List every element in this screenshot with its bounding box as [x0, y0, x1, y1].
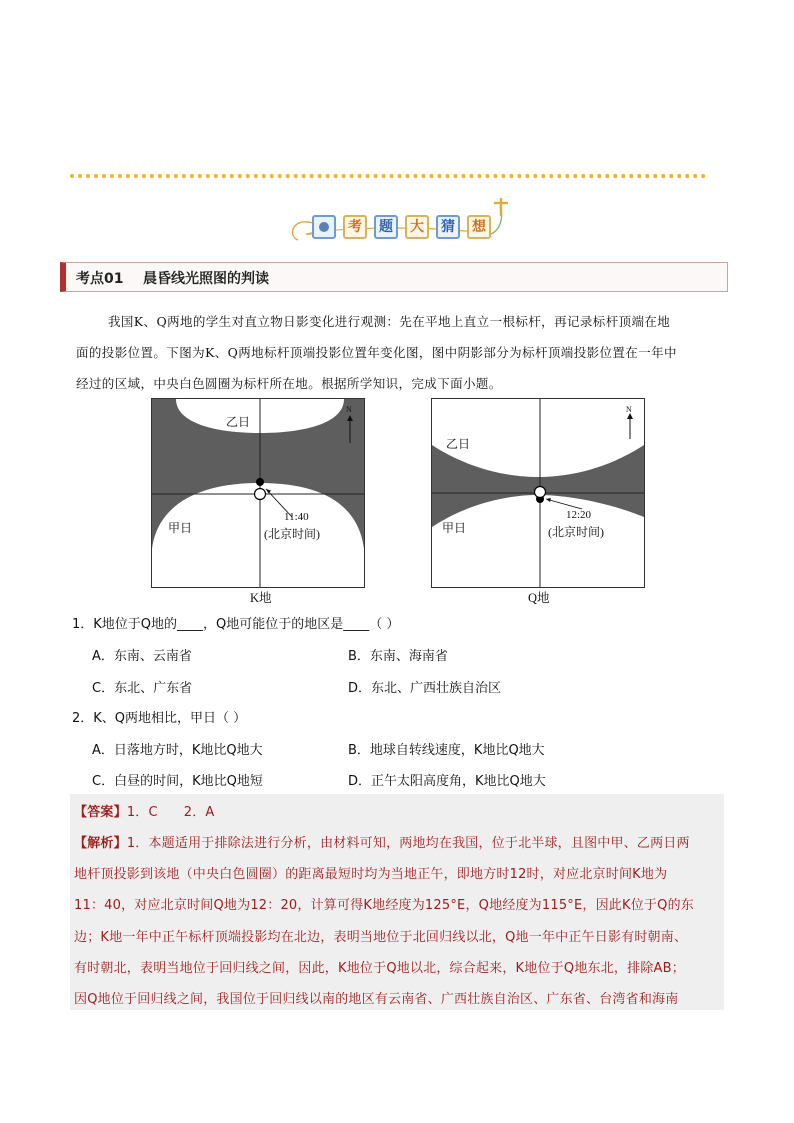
- figure-q-graphic: [432, 399, 644, 587]
- question-2-option-c[interactable]: C．白昼的时间，K地比Q地短: [92, 774, 263, 789]
- intro-line-2: 面的投影位置。下图为K、Q两地标杆顶端投影位置年变化图，图中阴影部分为标杆顶端投影位置在一年中: [76, 345, 677, 360]
- intro-line-3: 经过的区域，中央白色圆圈为标杆所在地。根据所学知识，完成下面小题。: [76, 376, 502, 391]
- banner-char-xiang: 想: [467, 215, 491, 239]
- banner-dot-icon: [312, 215, 336, 239]
- banner-char-da: 大: [405, 215, 429, 239]
- answer-line: [74, 801, 215, 820]
- question-1-stem: 1．K地位于Q地的____，Q地可能位于的地区是____（ ）: [72, 617, 400, 632]
- analysis-text-1: 1．本题适用于排除法进行分析，由材料可知，两地均在我国，位于北半球，且图中甲、乙两日两: [126, 836, 690, 851]
- question-1-option-a[interactable]: A．东南、云南省: [92, 649, 192, 664]
- figure-k-jia-label: 甲日: [168, 521, 193, 535]
- figure-k-yi-label: 乙日: [226, 415, 251, 429]
- figure-q-yi-label: 乙日: [446, 437, 471, 451]
- question-2-option-b[interactable]: B．地球自转线速度，K地比Q地大: [348, 743, 545, 758]
- figure-k-north-label: N: [346, 405, 352, 414]
- dotted-divider: [70, 174, 706, 178]
- analysis-line-2: 地杆顶投影到该地（中央白色圆圈）的距离最短时均为当地正午，即地方时12时，对应北京时间K地为: [74, 867, 668, 882]
- answer-label: 【答案】: [74, 805, 127, 820]
- analysis-line-6: 因Q地位于回归线之间，我国位于回归线以南的地区有云南省、广西壮族自治区、广东省、台湾省和海南: [74, 992, 679, 1007]
- figure-q-time-note: (北京时间): [548, 525, 604, 539]
- figure-k-graphic: [152, 399, 364, 587]
- question-2-option-a[interactable]: A．日落地方时，K地比Q地大: [92, 743, 263, 758]
- intro-line-1: 我国K、Q两地的学生对直立物日影变化进行观测：先在平地上直立一根标杆，再记录标杆顶端在地: [108, 314, 671, 329]
- answer-text: 1．C 2．A: [126, 805, 215, 820]
- banner-char-cai: 猜: [436, 215, 460, 239]
- analysis-line-5: 有时朝北，表明当地位于回归线之间，因此，K地位于Q地以北，综合起来，K地位于Q地东北，排除AB；: [74, 961, 685, 976]
- analysis-label: 【解析】: [74, 836, 127, 851]
- question-2-option-d[interactable]: D．正午太阳高度角，K地比Q地大: [348, 774, 546, 789]
- figure-q-time: 12:20: [566, 509, 592, 521]
- analysis-line-3: 11：40，对应北京时间Q地为12：20，计算可得K地经度为125°E，Q地经度为115°E，因此K位于Q的东: [74, 898, 694, 913]
- analysis-line-1: [74, 832, 690, 851]
- question-1-option-c[interactable]: C．东北、广东省: [92, 681, 193, 696]
- figure-q-caption: Q地: [528, 591, 550, 605]
- banner-char-kao: 考: [343, 215, 367, 239]
- figure-k-time: 11:40: [284, 511, 309, 523]
- question-1-option-b[interactable]: B．东南、海南省: [348, 649, 448, 664]
- figure-q-north-label: N: [626, 405, 632, 414]
- section-title: 考点01 晨昏线光照图的判读: [76, 271, 269, 287]
- analysis-line-4: 边；K地一年中正午标杆顶端投影均在北边，表明当地位于北回归线以北，Q地一年中正午日影有时朝南、: [74, 930, 688, 945]
- banner-char-ti: 题: [374, 215, 398, 239]
- question-2-stem: 2．K、Q两地相比，甲日（ ）: [72, 711, 247, 726]
- question-1-option-d[interactable]: D．东北、广西壮族自治区: [348, 681, 502, 696]
- figure-k: [151, 398, 365, 588]
- figure-q-jia-label: 甲日: [442, 521, 467, 535]
- section-header: [60, 262, 728, 292]
- figure-k-time-note: (北京时间): [264, 527, 320, 541]
- figure-q: [431, 398, 645, 588]
- figure-k-caption: K地: [250, 591, 272, 605]
